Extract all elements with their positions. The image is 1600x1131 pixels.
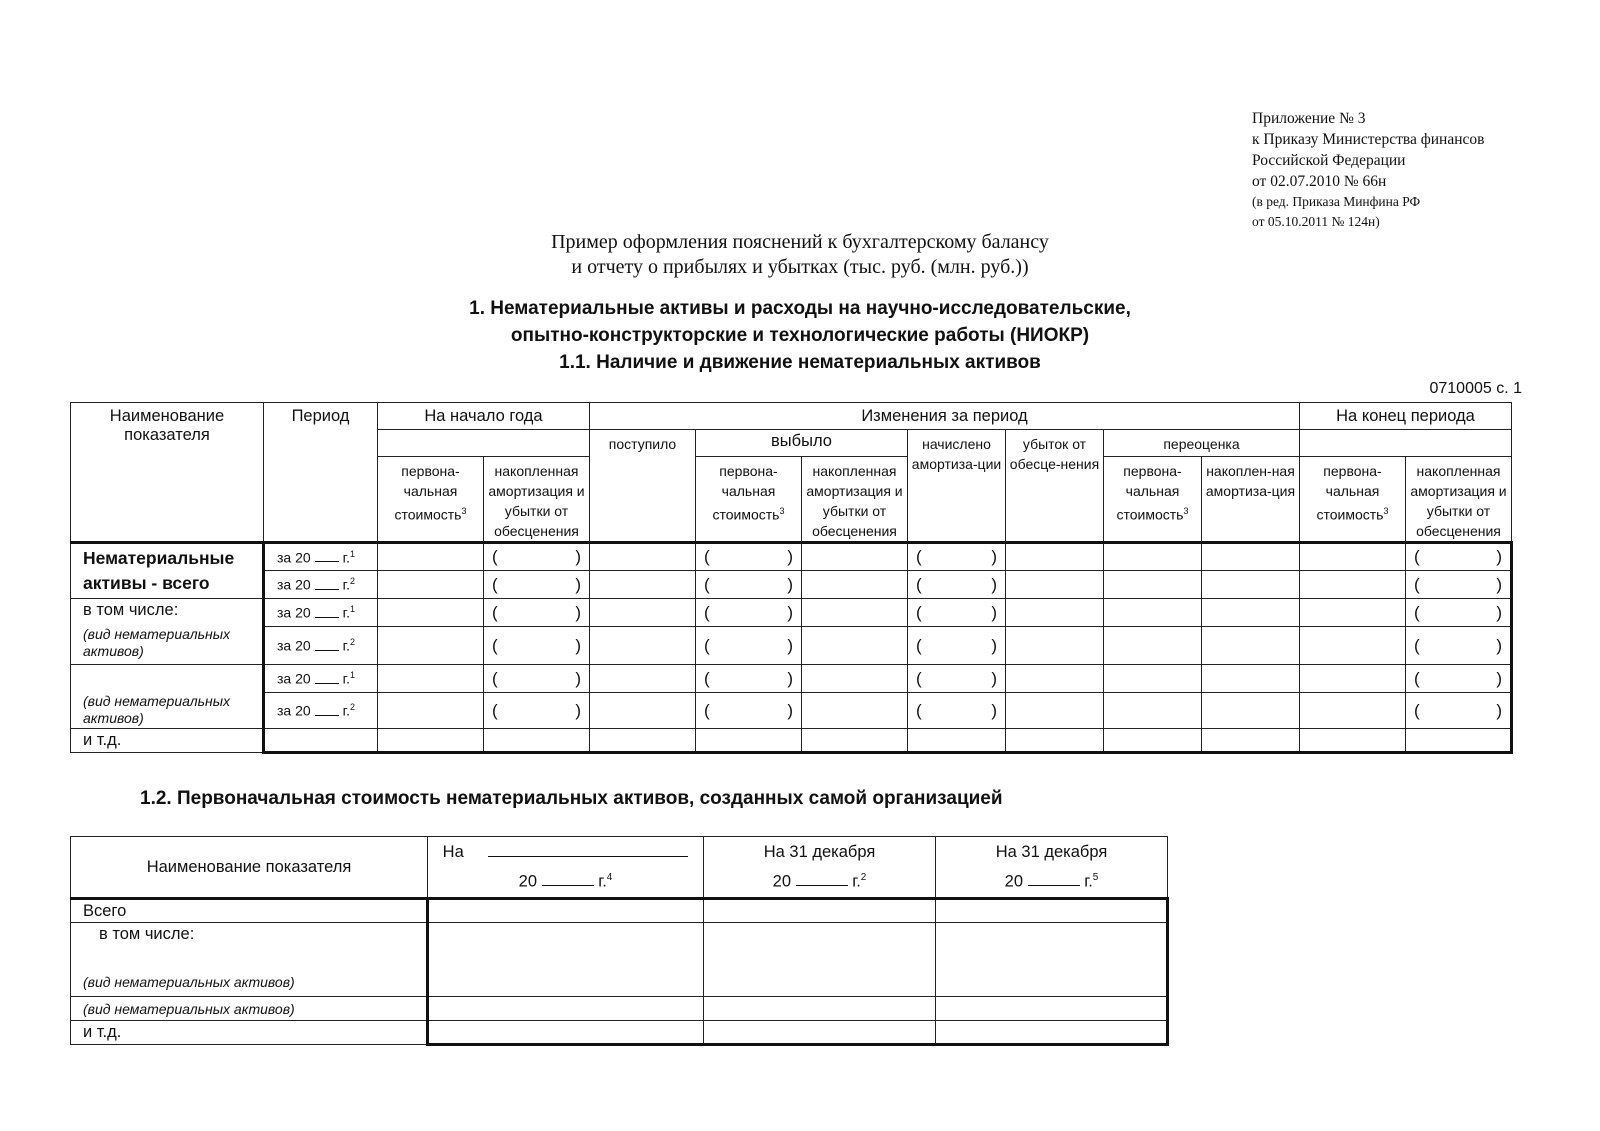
section1-title xyxy=(0,295,1600,376)
value-cell[interactable] xyxy=(908,729,1006,753)
period-cell: за 20 г.$^2$ xyxy=(264,627,378,665)
value-cell[interactable] xyxy=(1006,729,1104,753)
value-cell[interactable] xyxy=(1202,693,1300,729)
value-cell[interactable]: ( ) xyxy=(484,627,590,665)
value-cell[interactable] xyxy=(378,627,484,665)
header-start-of-year: На начало года xyxy=(378,403,590,430)
row-label-type-of-assets: (вид нематериальных активов) xyxy=(71,665,264,729)
header-initial-cost: первона-чальная стоимость$^3$ xyxy=(1104,457,1202,543)
value-cell[interactable]: ( ) xyxy=(484,543,590,571)
value-cell[interactable]: ( ) xyxy=(696,571,802,599)
appendix-line: Российской Федерации xyxy=(1252,152,1406,169)
value-cell[interactable] xyxy=(1006,571,1104,599)
value-cell[interactable]: ( ) xyxy=(908,665,1006,693)
value-cell[interactable] xyxy=(1006,599,1104,627)
value-cell[interactable] xyxy=(1104,729,1202,753)
t2-row-total: Всего xyxy=(71,899,428,923)
appendix-amendment-line: (в ред. Приказа Минфина РФ xyxy=(1252,194,1421,209)
period-cell: за 20 г.$^1$ xyxy=(264,665,378,693)
t2-header-col1: На 20 г.$^4$ xyxy=(428,837,704,899)
value-cell[interactable] xyxy=(1300,571,1406,599)
t2-cell[interactable] xyxy=(704,899,936,923)
value-cell[interactable] xyxy=(590,665,696,693)
row-label-etc: и т.д. xyxy=(71,729,264,753)
header-name: Наименование показателя xyxy=(71,403,264,543)
t2-cell[interactable] xyxy=(936,923,1168,997)
form-code: 0710005 с. 1 xyxy=(1429,380,1522,397)
header-revaluation: переоценка xyxy=(1104,430,1300,457)
row-label-including: в том числе: (вид нематериальных активов) xyxy=(71,599,264,665)
header-initial-cost: первона-чальная стоимость$^3$ xyxy=(1300,457,1406,543)
header-initial-cost: первона-чальная стоимость$^3$ xyxy=(696,457,802,543)
t2-header-name: Наименование показателя xyxy=(71,837,428,899)
value-cell[interactable] xyxy=(590,599,696,627)
value-cell[interactable] xyxy=(802,543,908,571)
value-cell[interactable] xyxy=(802,599,908,627)
header-amortization: начислено амортиза-ции xyxy=(908,430,1006,543)
value-cell[interactable] xyxy=(590,543,696,571)
value-cell[interactable]: ( ) xyxy=(1406,665,1512,693)
appendix-reference xyxy=(1252,108,1484,232)
value-cell[interactable]: ( ) xyxy=(484,665,590,693)
value-cell[interactable]: ( ) xyxy=(908,627,1006,665)
value-cell[interactable] xyxy=(590,627,696,665)
t2-cell[interactable] xyxy=(428,997,704,1021)
section2-title: 1.2. Первоначальная стоимость нематериальных активов, созданных самой организацией xyxy=(140,788,1003,809)
section1-title-line: 1. Нематериальные активы и расходы на научно-исследовательские, xyxy=(469,298,1131,319)
intangible-assets-table xyxy=(70,402,1513,754)
period-cell: за 20 г.$^1$ xyxy=(264,599,378,627)
value-cell[interactable]: ( ) xyxy=(484,599,590,627)
t2-cell[interactable] xyxy=(936,1021,1168,1045)
value-cell[interactable] xyxy=(590,693,696,729)
header-accum-amort: накопленная амортизация и убытки от обесценения xyxy=(802,457,908,543)
header-period: Период xyxy=(264,403,378,543)
value-cell[interactable] xyxy=(1006,543,1104,571)
section1-title-line: опытно-конструкторские и технологические работы (НИОКР) xyxy=(510,325,1090,346)
t2-header-col3: На 31 декабря 20 г.$^5$ xyxy=(936,837,1168,899)
value-cell[interactable]: ( ) xyxy=(696,627,802,665)
t2-header-col2: На 31 декабря 20 г.$^2$ xyxy=(704,837,936,899)
header-received: поступило xyxy=(590,430,696,543)
value-cell[interactable] xyxy=(1104,571,1202,599)
header-initial-cost: первона-чальная стоимость$^3$ xyxy=(378,457,484,543)
header-accum-amort: накопленная амортизация и убытки от обесценения xyxy=(1406,457,1512,543)
period-cell: за 20 г.$^1$ xyxy=(264,543,378,571)
value-cell[interactable] xyxy=(590,729,696,753)
document-title xyxy=(0,230,1600,280)
period-cell: за 20 г.$^2$ xyxy=(264,693,378,729)
t2-cell[interactable] xyxy=(704,1021,936,1045)
appendix-amendment-line: от 05.10.2011 № 124н) xyxy=(1252,214,1380,229)
document-title-line: Пример оформления пояснений к бухгалтерскому балансу xyxy=(551,231,1049,253)
t2-cell[interactable] xyxy=(428,1021,704,1045)
value-cell[interactable] xyxy=(802,627,908,665)
t2-row-including: в том числе: (вид нематериальных активов) xyxy=(71,923,428,997)
value-cell[interactable] xyxy=(1104,599,1202,627)
value-cell[interactable] xyxy=(1104,665,1202,693)
header-disposed: выбыло xyxy=(696,430,908,457)
value-cell[interactable]: ( ) xyxy=(1406,543,1512,571)
value-cell[interactable]: ( ) xyxy=(908,571,1006,599)
value-cell[interactable] xyxy=(378,665,484,693)
value-cell[interactable]: ( ) xyxy=(696,665,802,693)
t2-row-type-of-assets: (вид нематериальных активов) xyxy=(71,997,428,1021)
value-cell[interactable] xyxy=(1006,665,1104,693)
t2-row-etc: и т.д. xyxy=(71,1021,428,1045)
value-cell[interactable] xyxy=(696,729,802,753)
header-accum-amort: накопленная амортизация и убытки от обесценения xyxy=(484,457,590,543)
header-end-of-period: На конец периода xyxy=(1300,403,1512,430)
value-cell[interactable]: ( ) xyxy=(1406,627,1512,665)
value-cell[interactable] xyxy=(802,693,908,729)
period-cell: за 20 г.$^2$ xyxy=(264,571,378,599)
value-cell[interactable] xyxy=(378,729,484,753)
value-cell[interactable] xyxy=(1006,627,1104,665)
t2-cell[interactable] xyxy=(936,899,1168,923)
value-cell[interactable] xyxy=(1202,729,1300,753)
value-cell[interactable] xyxy=(484,729,590,753)
value-cell[interactable] xyxy=(1300,599,1406,627)
t2-cell[interactable] xyxy=(428,899,704,923)
value-cell[interactable] xyxy=(802,729,908,753)
value-cell[interactable] xyxy=(378,693,484,729)
value-cell[interactable]: ( ) xyxy=(696,543,802,571)
header-accum-amort-short: накоплен-ная амортиза-ция xyxy=(1202,457,1300,543)
t2-cell[interactable] xyxy=(704,997,936,1021)
value-cell[interactable] xyxy=(1202,665,1300,693)
value-cell[interactable] xyxy=(378,543,484,571)
appendix-line: Приложение № 3 xyxy=(1252,110,1366,127)
value-cell[interactable] xyxy=(1300,693,1406,729)
value-cell[interactable]: ( ) xyxy=(1406,599,1512,627)
value-cell[interactable] xyxy=(378,571,484,599)
value-cell[interactable] xyxy=(802,665,908,693)
value-cell[interactable]: ( ) xyxy=(908,693,1006,729)
value-cell[interactable] xyxy=(1300,665,1406,693)
value-cell[interactable] xyxy=(590,571,696,599)
value-cell[interactable] xyxy=(802,571,908,599)
value-cell[interactable] xyxy=(1006,693,1104,729)
header-changes: Изменения за период xyxy=(590,403,1300,430)
value-cell[interactable] xyxy=(1202,571,1300,599)
header-impairment: убыток от обесце-нения xyxy=(1006,430,1104,543)
value-cell[interactable] xyxy=(1406,729,1512,753)
row-label-total: Нематериальные активы - всего xyxy=(71,543,264,599)
value-cell[interactable]: ( ) xyxy=(696,599,802,627)
value-cell[interactable] xyxy=(1104,693,1202,729)
t2-cell[interactable] xyxy=(704,923,936,997)
value-cell[interactable]: ( ) xyxy=(484,571,590,599)
period-cell[interactable] xyxy=(264,729,378,753)
value-cell[interactable]: ( ) xyxy=(1406,571,1512,599)
value-cell[interactable] xyxy=(1104,627,1202,665)
value-cell[interactable]: ( ) xyxy=(908,599,1006,627)
value-cell[interactable] xyxy=(1104,543,1202,571)
appendix-line: к Приказу Министерства финансов xyxy=(1252,131,1485,148)
value-cell[interactable] xyxy=(1202,543,1300,571)
value-cell[interactable] xyxy=(1300,627,1406,665)
value-cell[interactable]: ( ) xyxy=(484,693,590,729)
t2-cell[interactable] xyxy=(428,923,704,997)
t2-cell[interactable] xyxy=(936,997,1168,1021)
value-cell[interactable] xyxy=(1202,599,1300,627)
value-cell[interactable]: ( ) xyxy=(1406,693,1512,729)
appendix-line: от 02.07.2010 № 66н xyxy=(1252,173,1387,190)
value-cell[interactable] xyxy=(1202,627,1300,665)
value-cell[interactable]: ( ) xyxy=(696,693,802,729)
document-title-line: и отчету о прибылях и убытках (тыс. руб. (млн. руб.)) xyxy=(571,256,1029,278)
created-assets-table xyxy=(70,836,1169,1046)
value-cell[interactable] xyxy=(378,599,484,627)
section1-subtitle: 1.1. Наличие и движение нематериальных активов xyxy=(559,352,1041,373)
value-cell[interactable]: ( ) xyxy=(908,543,1006,571)
value-cell[interactable] xyxy=(1300,729,1406,753)
value-cell[interactable] xyxy=(1300,543,1406,571)
